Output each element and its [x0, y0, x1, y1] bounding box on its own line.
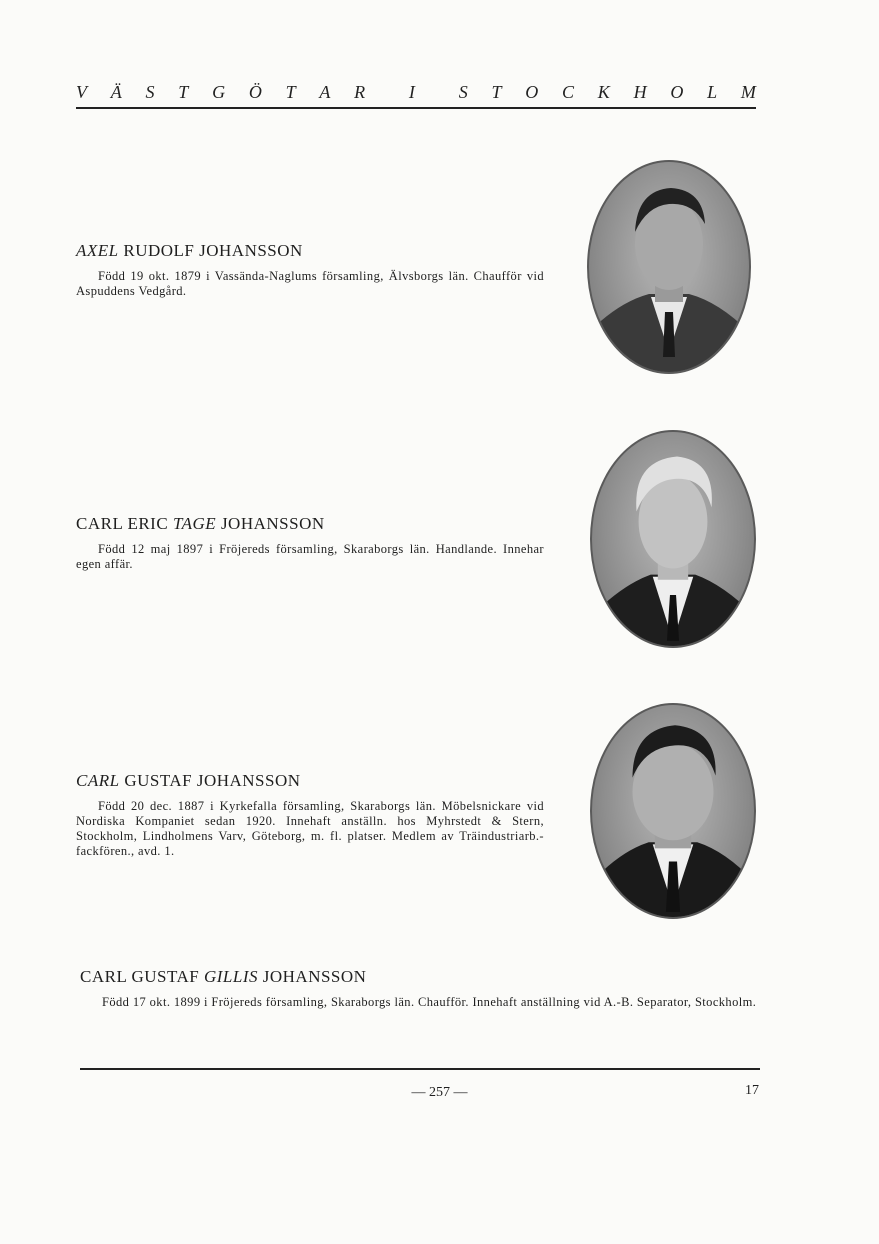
header-letter: M — [740, 82, 756, 102]
header-letter: I — [408, 82, 415, 102]
person-name — [76, 771, 544, 791]
name-rest: RUDOLF JOHANSSON — [118, 241, 303, 260]
header-letter: O — [525, 82, 539, 102]
header-letter: T — [285, 82, 296, 102]
name-pre: CARL ERIC — [76, 514, 173, 533]
header-letter: A — [319, 82, 331, 102]
portrait-photo — [590, 430, 756, 648]
header-letter: S — [458, 82, 468, 102]
person-name — [76, 241, 544, 261]
header-letter: G — [212, 82, 226, 102]
person-bio: Född 20 dec. 1887 i Kyrkefalla församling, Skaraborgs län. Möbelsnickare vid Nordiska Kompaniet sedan 1920. Innehaft anställn. hos Myhrstedt & Stern, Stockholm, Lindholmens Varv, Göteborg, m. fl. platser. Medlem av Träindustriarb.-fackfören., avd. 1. — [76, 799, 544, 858]
header-letter: R — [354, 82, 366, 102]
biography-entry — [76, 771, 544, 859]
name-rest: JOHANSSON — [258, 967, 367, 986]
person-bio: Född 19 okt. 1879 i Vassända-Naglums församling, Älvsborgs län. Chaufför vid Aspuddens Vedgård. — [76, 269, 544, 298]
person-name — [76, 514, 544, 534]
header-letter: Ä — [110, 82, 122, 102]
header-letter: V — [76, 82, 87, 102]
name-italic: CARL — [76, 771, 120, 790]
name-rest: JOHANSSON — [216, 514, 325, 533]
person-name — [80, 967, 762, 987]
header-letter: S — [145, 82, 155, 102]
footer-rule — [80, 1068, 760, 1070]
header-letter: H — [633, 82, 647, 102]
running-header — [76, 82, 756, 103]
header-letter: T — [491, 82, 502, 102]
header-letter: K — [597, 82, 610, 102]
header-letter: C — [562, 82, 575, 102]
biography-entry — [76, 241, 544, 299]
header-letter: O — [670, 82, 684, 102]
person-bio: Född 17 okt. 1899 i Fröjereds församling, Skaraborgs län. Chaufför. Innehaft anställning vid A.-B. Separator, Stockholm. — [102, 995, 757, 1009]
name-italic: TAGE — [172, 514, 217, 533]
name-pre: CARL GUSTAF — [80, 967, 204, 986]
portrait-photo — [587, 160, 751, 374]
portrait-photo — [590, 703, 756, 919]
header-letter: Ö — [248, 82, 262, 102]
page-number: — 257 — — [411, 1085, 468, 1100]
header-letter: L — [707, 82, 718, 102]
biography-entry — [76, 514, 544, 572]
header-rule — [76, 107, 756, 109]
name-italic: GILLIS — [203, 967, 258, 986]
person-bio: Född 12 maj 1897 i Fröjereds församling, Skaraborgs län. Handlande. Innehar egen affär. — [76, 542, 544, 571]
name-rest: GUSTAF JOHANSSON — [119, 771, 301, 790]
biography-entry — [80, 967, 762, 1010]
name-italic: AXEL — [76, 241, 119, 260]
header-letter: T — [178, 82, 189, 102]
signature-mark: 17 — [745, 1083, 759, 1098]
